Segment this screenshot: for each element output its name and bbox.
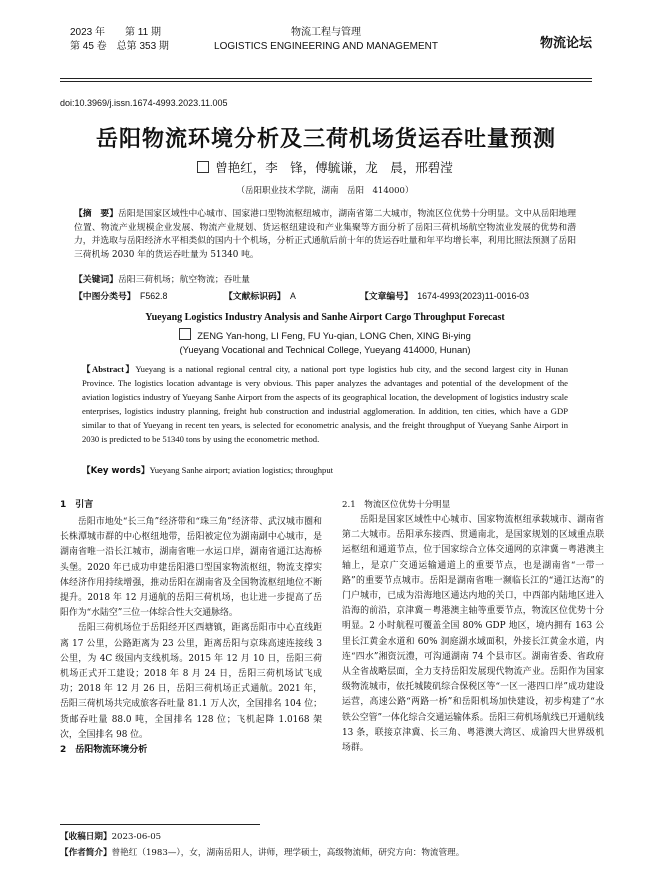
received-value: 2023-06-05 — [111, 832, 162, 842]
volume-total: 第 45 卷 总第 353 期 — [70, 41, 169, 52]
running-header — [60, 26, 592, 78]
doc-value: A — [290, 291, 296, 301]
doc-code — [224, 289, 296, 302]
authors: 曾艳红，李 锋，傅毓谦，龙 晨，邢碧滢 — [215, 160, 453, 175]
left-column — [60, 498, 322, 760]
article-value: 1674-4993(2023)11-0016-03 — [417, 291, 530, 301]
keywords-en-label: 【Key words】 — [82, 466, 150, 476]
keywords-en-text: Yueyang Sanhe airport; aviation logistics; throughput — [149, 465, 334, 475]
subsection-2-1-heading: 2.1 物流区位优势十分明显 — [342, 500, 451, 510]
english-authors — [0, 328, 650, 341]
journal-name-cn: 物流工程与管理 — [291, 27, 361, 38]
header-rule — [60, 78, 592, 79]
paragraph: 岳阳市地处“长三角”经济带和“珠三角”经济带、武汉城市圈和长株潭城市群的中心枢纽地带，岳阳被定位为湖南副中心城市，是湖南省唯一沿长江城市，湖南省唯一水运口岸，湖南省通江达海桥头堡。2020 年已成功申建岳阳港口型国家物流枢纽，物流支撑实体经济作用持续增强，推动岳阳在湖南省及全国物流枢纽地位不断提升。2018 年 12 月通航的岳阳三荷机场，也让进一步提高了岳阳作为“水陆空”三位一体综合性大交通脉络。 — [60, 517, 322, 619]
article-number — [360, 289, 529, 302]
article-label: 【文章编号】 — [360, 291, 409, 301]
abstract-cn-label: 【摘 要】 — [74, 209, 119, 219]
abstract-cn — [74, 208, 576, 262]
journal-name — [60, 26, 592, 54]
english-authors-text: ZENG Yan-hong, LI Feng, FU Yu-qian, LONG Chen, XING Bi-ying — [197, 330, 471, 341]
abstract-cn-text: 岳阳是国家区域性中心城市、国家港口型物流枢纽城市，湖南省第二大城市，物流区位优势十分明显。文中从岳阳地理位置、物流产业规模企业发展、物流产业规划、货运枢纽建设和产业集聚等方面分析了岳阳三荷机场航空物流业发展的优势和潜力，并选取与岳阳经济水平相类似的国内十个机场，分析正式通航后前十年的货运吞吐量和年平均增长率，利用比照法预测了岳阳三荷机场 2030 年的货运吞吐量为 51340 吨。 — [74, 209, 576, 260]
section-2-heading: 2 岳阳物流环境分析 — [60, 745, 148, 756]
abstract-en-label: 【Abstract】 — [82, 364, 136, 374]
paragraph: 岳阳三荷机场位于岳阳经开区西塘镇，距离岳阳市中心直线距离 17 公里，公路距离为 23 公里，距离岳阳与京珠高速连接线 3 公里，为 4C 级国内支线机场。2015 年 12 月 10 日，岳阳三荷机场正式开工建设；2018 年 8 月 24 日，岳阳三荷机场试飞成功；2018 年 12 月 26 日，岳阳三荷机场正式通航。2021 年，岳阳三荷机场共完成旅客吞吐量 81.1 万人次，全国排名 104 位；货邮吞吐量 88.0 吨，全国排名 128 位；飞机起降 1.0168 架次，全国排名 98 位。 — [60, 623, 322, 740]
keywords-cn-label: 【关键词】 — [74, 275, 118, 285]
checkbox-glyph-icon — [197, 161, 209, 173]
section-1-heading: 1 引言 — [60, 500, 94, 510]
abstract-en-text: Yueyang is a national regional central city, a national port type logistics hub city, and the second largest city in Hunan Province. The logistics location advantage is very obvious. This paper analyzes the advantages and potential of the development of the aviation logistics industry of Yueyang Sanhe Airport from the aspects of its geographical location, the development of logistics industry scale enterprises, logistics industry planning, freight hub construction and industrial agglomeration. In addition, ten cities, which have a GDP similar to that of Yueyang in recent ten years, is selected for econometric analysis, and the freight throughput of Yueyang Sanhe Airport in 2030 is predicted to be 51340 tons by using the econometric method. — [82, 364, 569, 444]
journal-name-en: LOGISTICS ENGINEERING AND MANAGEMENT — [214, 41, 438, 52]
english-title: Yueyang Logistics Industry Analysis and Sanhe Airport Cargo Throughput Forecast — [145, 312, 505, 323]
author-bio-label: 【作者简介】 — [60, 848, 112, 858]
received-label: 【收稿日期】 — [60, 832, 112, 842]
paper-title: 岳阳物流环境分析及三荷机场货运吞吐量预测 — [95, 127, 556, 152]
author-bio-value: 曾艳红（1983—），女，湖南岳阳人，讲师，理学硕士，高级物流师，研究方向：物流管理。 — [111, 848, 465, 858]
received-date — [60, 830, 161, 842]
clc-number — [74, 289, 167, 302]
checkbox-glyph-icon — [179, 328, 191, 340]
column-name: 物流论坛 — [539, 36, 592, 51]
english-affiliation: (Yueyang Vocational and Technical College, Yueyang 414000, Hunan) — [179, 344, 471, 355]
affiliation: （岳阳职业技术学院，湖南 岳阳 414000） — [236, 186, 414, 196]
right-column — [342, 498, 604, 756]
doc-label: 【文献标识码】 — [224, 291, 282, 301]
year-issue: 2023 年 第 11 期 — [70, 27, 161, 38]
clc-value: F562.8 — [140, 291, 168, 301]
author-line — [0, 158, 650, 176]
doi[interactable]: doi:10.3969/j.issn.1674-4993.2023.11.005 — [60, 98, 228, 108]
keywords-cn — [74, 272, 250, 285]
abstract-en — [82, 362, 568, 446]
keywords-cn-text: 岳阳三荷机场；航空物流；吞吐量 — [118, 275, 250, 285]
author-bio — [60, 846, 464, 858]
keywords-en — [82, 464, 333, 476]
footnote-rule — [60, 824, 260, 825]
clc-label: 【中图分类号】 — [74, 291, 132, 301]
paragraph: 岳阳是国家区域性中心城市、国家物流枢纽承载城市、湖南省第二大城市。岳阳承东接西、贯通南北，是国家规划的区域重点联运枢纽和通道节点，位于国家综合立体交通网的京津冀－粤港澳主轴上，是京广交通运输通道上的重要节点，也是湖南省“一带一路”的重要节点城市。岳阳是湖南省唯一濒临长江的“通江达海”的门户城市，已成为沿海地区通达内地的关口，中西部内陆地区进入沿海的前沿，京津冀－粤港澳主轴等重要节点，物流区位优势十分明显。2 小时航程可覆盖全国 80% GDP 地区，境内拥有 163 公里长江黄金水道和 60% 洞庭湖水域面积，外接长江黄金水道，内连“四水”湘资沅澧，可沟通湖南 74 个县市区。湖南省委、省政府从全省战略层面，全力支持岳阳发展现代物流产业。岳阳作为国家级物流城市，依托城陵矶综合保税区等“一区一港四口岸”成功建设运营，高速公路“两路一桥”和岳阳机场加快建设，初步构建了“水铁公空管”一体化综合交通运输体系。岳阳三荷机场航线已开通航线 13 条，联接京津冀、长三角、粤港澳大湾区、成渝四大世界级机场群。 — [342, 515, 604, 754]
header-rule-thin — [60, 81, 592, 82]
